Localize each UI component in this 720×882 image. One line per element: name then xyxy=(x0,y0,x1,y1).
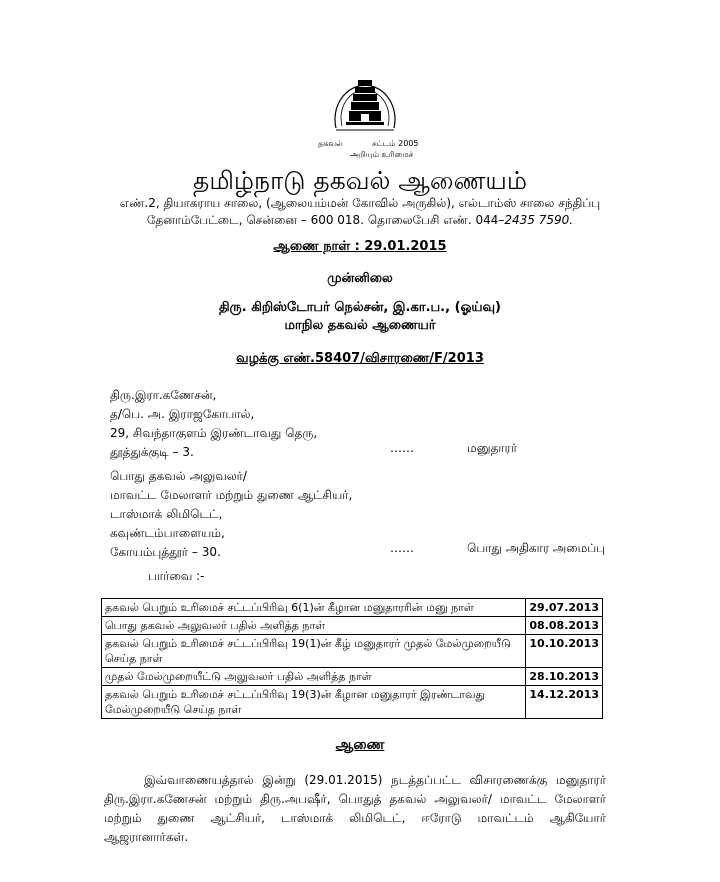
emblem-left-text: தகவல் xyxy=(318,139,343,148)
table-row xyxy=(102,599,603,617)
petitioner-line: த/பெ. அ. இராஜகோபால், xyxy=(110,407,255,421)
order-heading: ஆணை xyxy=(335,737,385,753)
table-row xyxy=(102,686,603,719)
commission-title: தமிழ்நாடு தகவல் ஆணையம் xyxy=(193,166,527,195)
petitioner-line: திரு.இரா.கணேசன், xyxy=(110,388,217,402)
emblem-bottom-text: அறியும் உரிமைச் xyxy=(350,150,414,159)
petitioner-role: மனுதாரர் xyxy=(467,441,518,455)
case-number: வழக்கு எண்.58407/விசாரணை/F/2013 xyxy=(236,351,484,366)
respondent-line: கோயம்புத்தூர் – 30. xyxy=(110,545,221,559)
order-paragraph xyxy=(104,771,606,847)
commissioner-name: திரு. கிறிஸ்டோபர் நெல்சன், இ.கா.ப., (ஓய்வு) xyxy=(219,300,501,315)
date-cell: 08.08.2013 xyxy=(526,617,603,635)
presence-label: முன்னிலை xyxy=(327,271,393,286)
event-cell: தகவல் பெறும் உரிமைச் சட்டப்பிரிவு 19(3)ன் கீழான மனுதாரர் இரண்டாவது மேல்முறையீடு செய்த நாள் xyxy=(102,686,526,719)
respondent-dots: …… xyxy=(390,541,414,555)
date-cell: 14.12.2013 xyxy=(526,686,603,719)
table-row xyxy=(102,668,603,686)
table-row xyxy=(102,635,603,668)
event-cell: தகவல் பெறும் உரிமைச் சட்டப்பிரிவு 6(1)ன் கீழான மனுதாரரின் மனு நாள் xyxy=(102,599,526,617)
respondent-line: பொது தகவல் அலுவலர்/ xyxy=(110,469,247,483)
event-cell: முதல் மேல்முறையீட்டு அலுவலர் பதில் அளித்த நாள் xyxy=(102,668,526,686)
respondent-line: கவுண்டம்பாளையம், xyxy=(110,526,225,540)
address-text: தேனாம்பேட்டை, சென்னை – 600 018. தொலைபேசி எண். 044– xyxy=(146,213,505,227)
date-cell: 10.10.2013 xyxy=(526,635,603,668)
respondent-line: டாஸ்மாக் லிமிடெட், xyxy=(110,507,223,521)
address-line-2 xyxy=(0,213,720,229)
emblem-right-text: சட்டம் 2005 xyxy=(372,139,419,148)
respondent-block xyxy=(110,467,352,562)
phone-number: 2435 7590. xyxy=(504,213,574,227)
table-row xyxy=(102,617,603,635)
date-cell: 29.07.2013 xyxy=(526,599,603,617)
reference-label: பார்வை :- xyxy=(148,569,205,583)
petitioner-line: 29, சிவந்தாகுளம் இரண்டாவது தெரு, xyxy=(110,426,318,440)
event-cell: தகவல் பெறும் உரிமைச் சட்டப்பிரிவு 19(1)ன் கீழ் மனுதாரர் முதல் மேல்முறையீடு செய்த நாள் xyxy=(102,635,526,668)
respondent-line: மாவட்ட மேலாளர் மற்றும் துணை ஆட்சியர், xyxy=(110,488,353,502)
order-paragraph-text: இவ்வாணையத்தால் இன்று (29.01.2015) நடத்தப்பட்ட விசாரணைக்கு மனுதாரர் திரு.இரா.கணேசன் மற்றும் திரு.அபஷீர், பொதுத் தகவல் அலுவலர்/ மாவட்ட மேலாளர் மற்றும் துணை ஆட்சியர், டாஸ்மாக் லிமிடெட், ஈரோடு மாவட்டம் ஆகியோர் ஆஜரானார்கள். xyxy=(104,773,606,844)
date-cell: 28.10.2013 xyxy=(526,668,603,686)
order-date: ஆணை நாள் : 29.01.2015 xyxy=(273,239,447,254)
commissioner-title: மாநில தகவல் ஆணையர் xyxy=(284,318,436,333)
dates-table xyxy=(101,598,603,719)
petitioner-block xyxy=(110,386,317,462)
respondent-role: பொது அதிகார அமைப்பு xyxy=(467,541,606,555)
event-cell: பொது தகவல் அலுவலர் பதில் அளித்த நாள் xyxy=(102,617,526,635)
petitioner-dots: …… xyxy=(390,441,414,455)
address-line-1: எண்.2, தியாகராய சாலை, (ஆலையம்மன் கோவில் அருகில்), எல்டாம்ஸ் சாலை சந்திப்பு xyxy=(119,196,601,210)
petitioner-line: தூத்துக்குடி – 3. xyxy=(110,445,194,459)
